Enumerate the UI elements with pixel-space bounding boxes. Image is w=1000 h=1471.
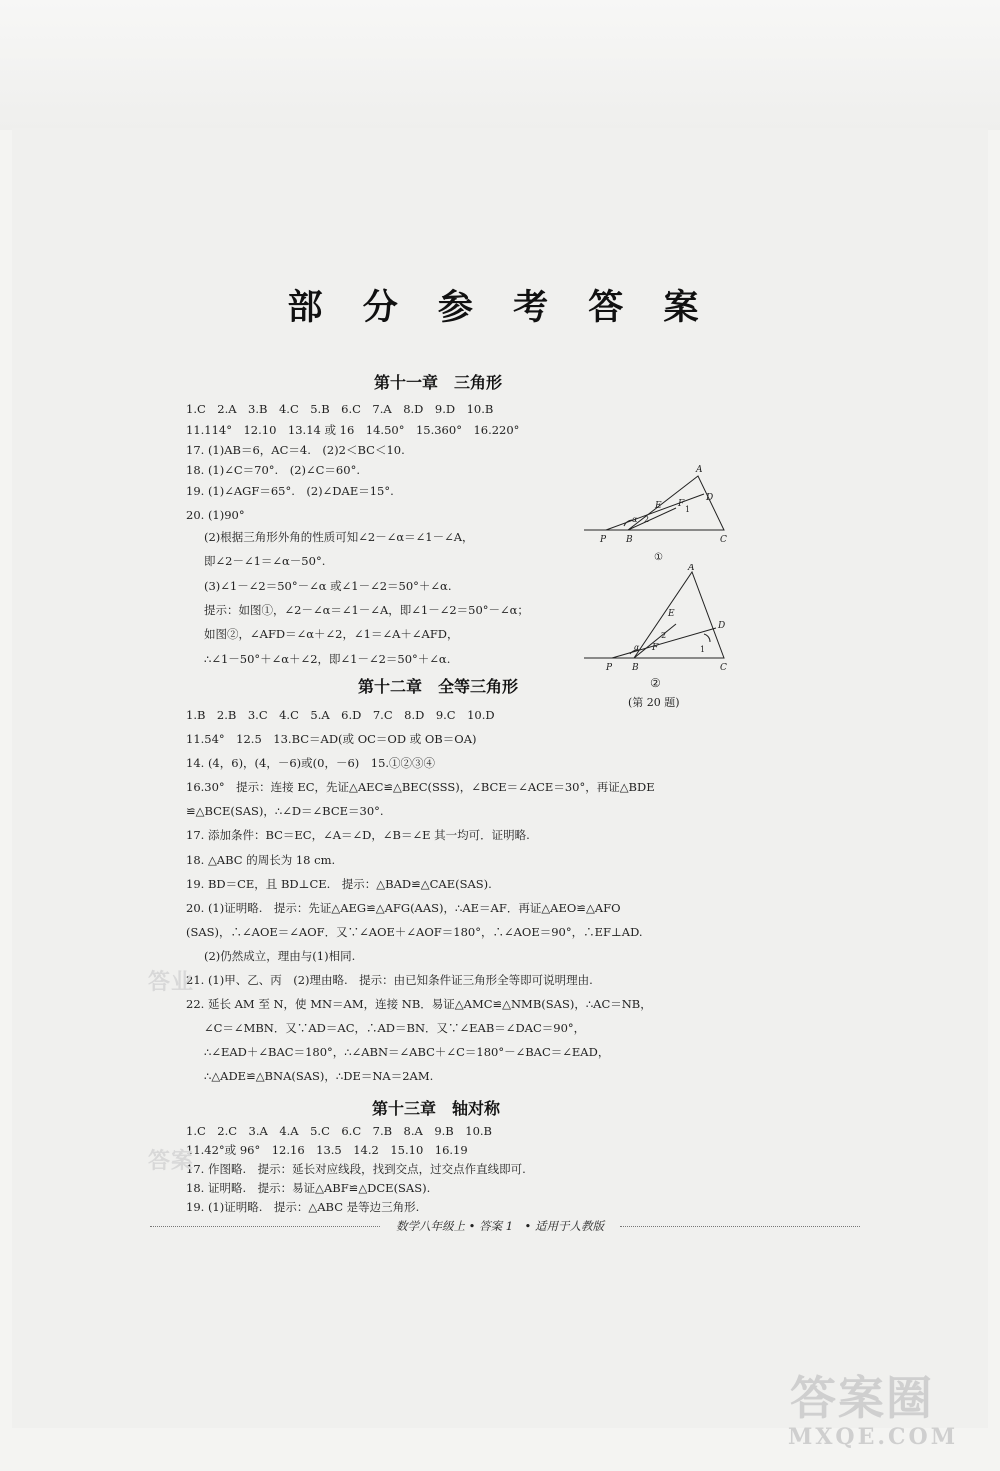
watermark-url-text: MXQE.COM xyxy=(788,1424,959,1450)
point-a-label: A xyxy=(688,564,695,573)
figure-caption: (第 20 题) xyxy=(628,696,680,709)
answer-line: 17. 作图略. 提示：延长对应线段，找到交点，过交点作直线即可. xyxy=(186,1162,526,1176)
watermark-main-text: 答案圈 xyxy=(790,1371,934,1425)
point-f-label: F xyxy=(652,643,659,653)
figure-2 xyxy=(584,564,744,674)
answer-line: 20. (1)90° xyxy=(186,508,245,522)
angle-1-label: 1 xyxy=(700,645,706,654)
answer-line: 22. 延长 AM 至 N，使 MN＝AM，连接 NB．易证△AMC≌△NMB(SAS)，∴AC＝NB， xyxy=(186,997,652,1011)
answer-line: 11.54° 12.5 13.BC＝AD(或 OC＝OD 或 OB＝OA) xyxy=(186,732,477,746)
answer-line: 21. (1)甲、乙、丙 (2)理由略. 提示：由已知条件证三角形全等即可说明理由. xyxy=(186,973,593,987)
answer-line: 20. (1)证明略. 提示：先证△AEG≌△AFG(AAS)，∴AE＝AF．再证△AEO≌△AFO xyxy=(186,901,621,915)
answer-line: 如图②，∠AFD＝∠α＋∠2，∠1＝∠A＋∠AFD， xyxy=(204,627,459,641)
scan-margin xyxy=(0,0,1000,130)
answer-line: 18. (1)∠C＝70°. (2)∠C＝60°. xyxy=(186,463,360,477)
point-b-label: B xyxy=(632,663,639,673)
answer-line: 14. (4，6)，(4，－6)或(0，－6) 15.①②③④ xyxy=(186,756,436,770)
answer-line: 17. (1)AB＝6，AC＝4. (2)2＜BC＜10. xyxy=(186,443,405,457)
triangle-abc xyxy=(628,476,724,530)
answer-line: 11.42°或 96° 12.16 13.5 14.2 15.10 16.19 xyxy=(186,1143,468,1157)
footer-text: 数学八年级上 • 答案 1 • 适用于人教版 xyxy=(390,1219,610,1233)
point-e-label: E xyxy=(655,501,662,511)
point-a-label: A xyxy=(696,465,703,475)
answer-line: (SAS)，∴∠AOE＝∠AOF．又∵∠AOE＋∠AOF＝180°，∴∠AOE＝90°，∴EF⊥AD. xyxy=(186,925,643,939)
answer-line: (3)∠1－∠2＝50°－∠α 或∠1－∠2＝50°＋∠α. xyxy=(204,579,452,593)
answer-line: 19. BD＝CE，且 BD⊥CE. 提示：△BAD≌△CAE(SAS). xyxy=(186,877,492,891)
answer-line: 1.C 2.A 3.B 4.C 5.B 6.C 7.A 8.D 9.D 10.B xyxy=(186,402,494,416)
figure-1-number: ① xyxy=(654,552,663,562)
figure-2-number: ② xyxy=(650,676,661,690)
page-footer xyxy=(0,1218,1000,1234)
angle-2-label: 2 xyxy=(661,631,667,640)
angle-1-arc xyxy=(704,634,710,642)
point-p-label: P xyxy=(600,535,607,545)
angle-alpha-label: α xyxy=(634,643,640,652)
point-e-label: E xyxy=(668,609,675,619)
angle-2-label: 2 xyxy=(644,515,650,524)
point-f-label: F xyxy=(678,499,685,509)
point-c-label: C xyxy=(720,663,727,673)
page-title: 部 分 参 考 答 案 xyxy=(287,287,713,328)
angle-1-label: 1 xyxy=(685,505,691,514)
answer-line: 即∠2－∠1＝∠α－50°. xyxy=(204,554,326,568)
answer-line: 19. (1)证明略. 提示：△ABC 是等边三角形. xyxy=(186,1200,420,1214)
answer-line: 18. 证明略. 提示：易证△ABF≌△DCE(SAS). xyxy=(186,1181,431,1195)
answer-line: ∴△ADE≌△BNA(SAS)，∴DE＝NA＝2AM. xyxy=(204,1069,434,1083)
answer-line: ∠C＝∠MBN．又∵AD＝AC，∴AD＝BN．又∵∠EAB＝∠DAC＝90°， xyxy=(204,1021,586,1035)
chapter-12-heading: 第十二章 全等三角形 xyxy=(358,677,519,696)
answer-line: 1.C 2.C 3.A 4.A 5.C 6.C 7.B 8.A 9.B 10.B xyxy=(186,1124,493,1138)
chapter-11-heading: 第十一章 三角形 xyxy=(374,373,503,392)
answer-line: ∴∠1－50°＋∠α＋∠2，即∠1－∠2＝50°＋∠α. xyxy=(204,652,451,666)
point-d-label: D xyxy=(718,621,726,631)
chapter-13-heading: 第十三章 轴对称 xyxy=(372,1099,501,1118)
point-d-label: D xyxy=(706,493,714,503)
answer-line: 11.114° 12.10 13.14 或 16 14.50° 15.360° 16.220° xyxy=(186,423,520,437)
faint-stamp-text: 答案 xyxy=(148,1148,195,1174)
watermark-logo xyxy=(740,1362,970,1452)
point-c-label: C xyxy=(720,535,727,545)
answer-line: ≌△BCE(SAS)，∴∠D＝∠BCE＝30°. xyxy=(186,804,384,818)
answer-line: (2)根据三角形外角的性质可知∠2－∠α＝∠1－∠A， xyxy=(204,530,474,544)
angle-alpha-label: α xyxy=(632,515,638,524)
answer-line: 18. △ABC 的周长为 18 cm. xyxy=(186,853,336,867)
answer-line: 1.B 2.B 3.C 4.C 5.A 6.D 7.C 8.D 9.C 10.D xyxy=(186,708,495,722)
answer-line: 17. 添加条件：BC＝EC，∠A＝∠D，∠B＝∠E 其一均可．证明略. xyxy=(186,828,530,842)
answer-line: ∴∠EAD＋∠BAC＝180°，∴∠ABN＝∠ABC＋∠C＝180°－∠BAC＝∠EAD， xyxy=(204,1045,610,1059)
answer-line: 19. (1)∠AGF＝65°. (2)∠DAE＝15°. xyxy=(186,484,394,498)
answer-line: 16.30° 提示：连接 EC，先证△AEC≌△BEC(SSS)，∠BCE＝∠ACE＝30°，再证△BDE xyxy=(186,780,655,794)
triangle-abc xyxy=(634,572,724,658)
point-b-label: B xyxy=(626,535,633,545)
figure-1 xyxy=(584,462,744,562)
point-p-label: P xyxy=(606,663,613,673)
answer-line: 提示：如图①，∠2－∠α＝∠1－∠A，即∠1－∠2＝50°－∠α； xyxy=(204,603,529,617)
faint-stamp-text: 答业 xyxy=(148,969,195,995)
answer-line: (2)仍然成立，理由与(1)相同. xyxy=(204,949,356,963)
